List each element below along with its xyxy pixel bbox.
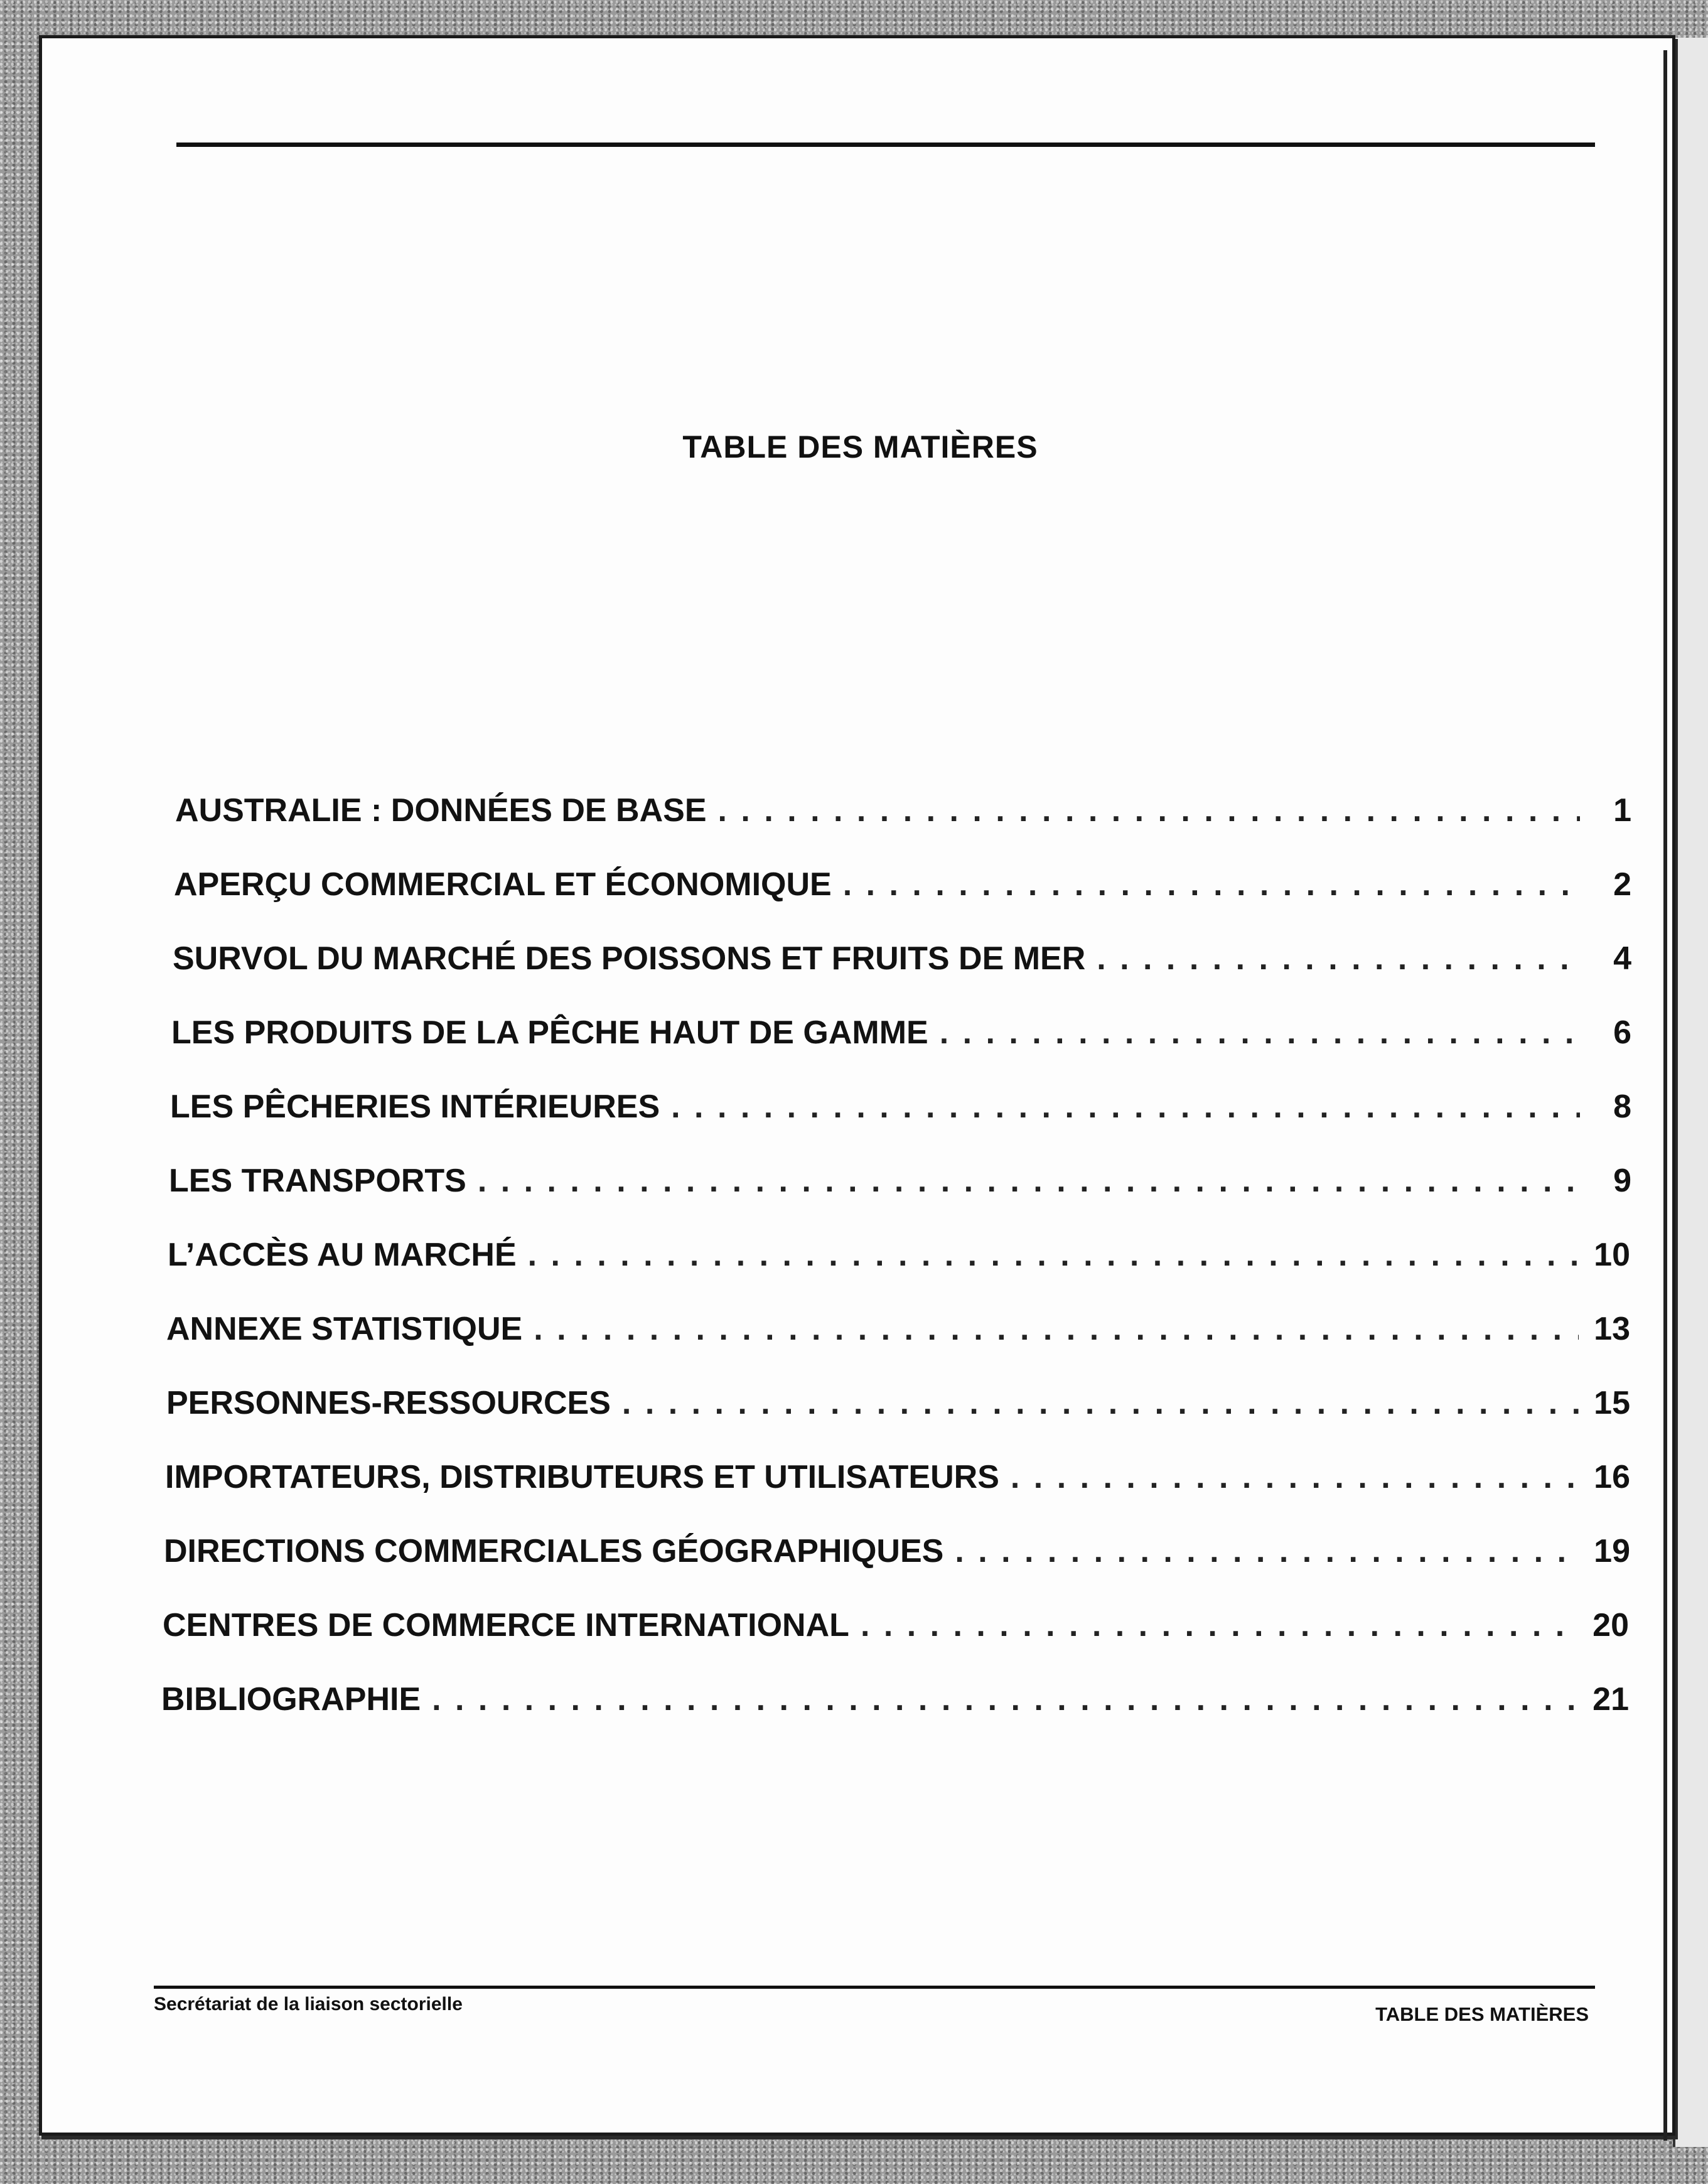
toc-entry [161,1681,1629,1731]
dot-leader [534,1310,1579,1348]
page-title: TABLE DES MATIÈRES [682,429,1038,465]
toc-entry-label: LES PÊCHERIES INTÉRIEURES [170,1089,660,1125]
dot-leader [955,1532,1579,1570]
dot-leader [1097,940,1580,977]
toc-entry-page: 1 [1613,792,1631,829]
toc-entry-label: IMPORTATEURS, DISTRIBUTEURS ET UTILISATEURS [165,1459,999,1495]
toc-entry [173,940,1631,990]
footer-section-title: TABLE DES MATIÈRES [1375,2003,1589,2025]
dot-leader [478,1162,1580,1200]
toc-entry-page: 19 [1594,1533,1630,1569]
toc-entry-page: 16 [1594,1459,1630,1495]
dot-leader [432,1681,1577,1718]
toc-entry [166,1310,1630,1360]
adjacent-page-edge [1673,38,1708,2147]
dot-leader [671,1088,1580,1126]
toc-entry-page: 21 [1593,1681,1629,1718]
toc-entry [175,792,1631,842]
toc-entry-label: L’ACCÈS AU MARCHÉ [168,1237,517,1273]
toc-entry-page: 13 [1594,1311,1630,1347]
dot-leader [843,866,1580,903]
toc-entry-page: 6 [1613,1014,1631,1051]
dot-leader [718,792,1580,829]
toc-entry [165,1458,1630,1509]
dot-leader [622,1384,1579,1422]
dot-leader [528,1236,1579,1274]
toc-entry [171,1014,1631,1064]
toc-entry [168,1236,1630,1286]
toc-entry [169,1162,1631,1212]
footer-rule [154,1986,1595,1989]
toc-entry [163,1606,1629,1657]
toc-entry [174,866,1631,916]
page-fold-edge [1663,50,1667,2141]
document-page [39,35,1675,2136]
header-rule [176,143,1595,147]
toc-entry [170,1088,1631,1138]
toc-entry-page: 4 [1613,940,1631,977]
toc-entry-label: PERSONNES-RESSOURCES [166,1385,611,1421]
toc-entry-label: LES TRANSPORTS [169,1163,466,1199]
toc-entry-page: 8 [1613,1089,1631,1125]
toc-entry-page: 2 [1613,866,1631,903]
toc-entry-label: SURVOL DU MARCHÉ DES POISSONS ET FRUITS DE MER [173,940,1086,977]
toc-entry-label: ANNEXE STATISTIQUE [166,1311,523,1347]
toc-entry-page: 10 [1594,1237,1630,1273]
dot-leader [1011,1458,1579,1496]
toc-entry [166,1384,1630,1434]
toc-entry-label: LES PRODUITS DE LA PÊCHE HAUT DE GAMME [171,1014,928,1051]
toc-entry-label: BIBLIOGRAPHIE [161,1681,421,1718]
dot-leader [861,1606,1577,1644]
toc-entry-label: CENTRES DE COMMERCE INTERNATIONAL [163,1607,849,1643]
toc-entry [164,1532,1630,1583]
toc-entry-page: 20 [1593,1607,1629,1643]
dot-leader [940,1014,1580,1052]
toc-entry-page: 15 [1594,1385,1630,1421]
footer-publisher: Secrétariat de la liaison sectorielle [154,1994,463,2015]
toc-entry-label: DIRECTIONS COMMERCIALES GÉOGRAPHIQUES [164,1533,944,1569]
toc-entry-page: 9 [1613,1163,1631,1199]
toc-entry-label: APERÇU COMMERCIAL ET ÉCONOMIQUE [174,866,832,903]
toc-entry-label: AUSTRALIE : DONNÉES DE BASE [175,792,707,829]
